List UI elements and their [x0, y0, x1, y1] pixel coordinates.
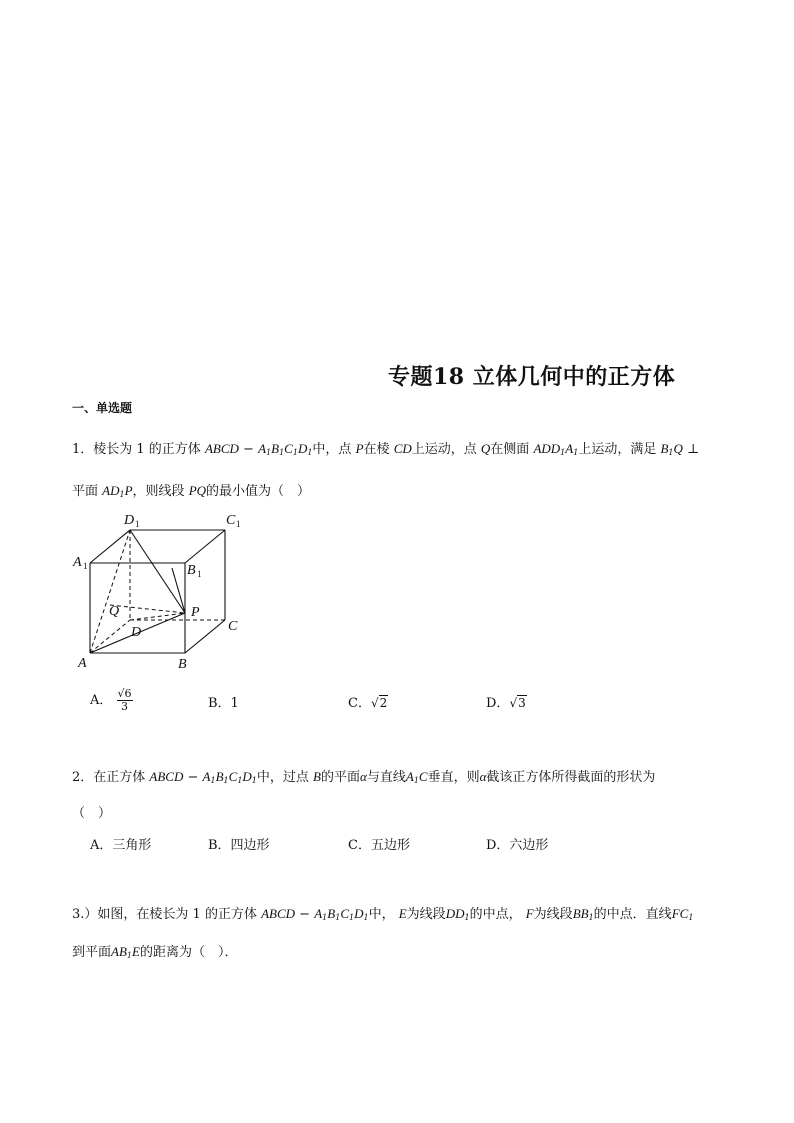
q2-option-b[interactable]: B．四边形: [208, 838, 270, 853]
label-c: C: [228, 619, 238, 634]
q3-line-2: 到平面$AB_1E$的距离为（ ）．: [72, 944, 238, 960]
q2-line-1: 2．在正方体 ABCD − $A_1B_1C_1D_1$中，过点 B的平面α与直线$A_1C$垂直，则α截该正方体所得截面的形状为: [72, 769, 656, 785]
q2-line-2: （ ）: [72, 806, 112, 821]
svg-text:1: 1: [197, 569, 202, 579]
q2-option-d[interactable]: D．六边形: [486, 838, 549, 853]
q1-line-1: 1．棱长为 1 的正方体 ABCD − $A_1B_1C_1D_1$中，点 P在棱 CD上运动，点 Q在侧面 $ADD_1A_1$上运动，满足 $B_1Q$ ⊥: [72, 441, 700, 457]
label-d1: D: [124, 513, 135, 528]
label-b1: B: [187, 563, 196, 578]
sqrt: √2: [370, 696, 388, 710]
cube-figure: [72, 510, 252, 675]
q1-option-c[interactable]: C．√2: [348, 696, 388, 711]
svg-text:1: 1: [83, 561, 88, 571]
svg-text:1: 1: [135, 519, 140, 529]
q3-line-1: 3.）如图，在棱长为 1 的正方体 ABCD − $A_1B_1C_1D_1$中， E为线段$DD_1$的中点， F为线段$BB_1$的中点．直线$FC_1$: [72, 906, 694, 922]
svg-text:1: 1: [236, 519, 241, 529]
label-b: B: [178, 657, 187, 672]
page-title: 专题18 立体几何中的正方体: [388, 364, 676, 390]
cube-diagram: [72, 510, 252, 675]
label-a1: A: [73, 555, 82, 570]
sqrt: √3: [509, 696, 526, 710]
q1-option-a[interactable]: A． $\frac{√6}{3}$: [90, 687, 132, 713]
q1-option-d[interactable]: D．√3: [486, 696, 526, 711]
section-heading: 一、单选题: [72, 401, 133, 415]
label-a: A: [78, 656, 87, 671]
label-q: Q: [109, 604, 120, 619]
label-d: D: [131, 625, 142, 640]
q2-option-a[interactable]: A．三角形: [90, 838, 152, 853]
label-p: P: [191, 605, 200, 620]
q2-option-c[interactable]: C．五边形: [348, 838, 410, 853]
q1-option-b[interactable]: B．1: [208, 696, 239, 711]
label-c1: C: [226, 513, 236, 528]
q1-line-2: 平面 $AD_1P$，则线段 PQ的最小值为（ ）: [72, 483, 311, 499]
fraction: $\frac{√6}{3}$: [117, 687, 132, 713]
